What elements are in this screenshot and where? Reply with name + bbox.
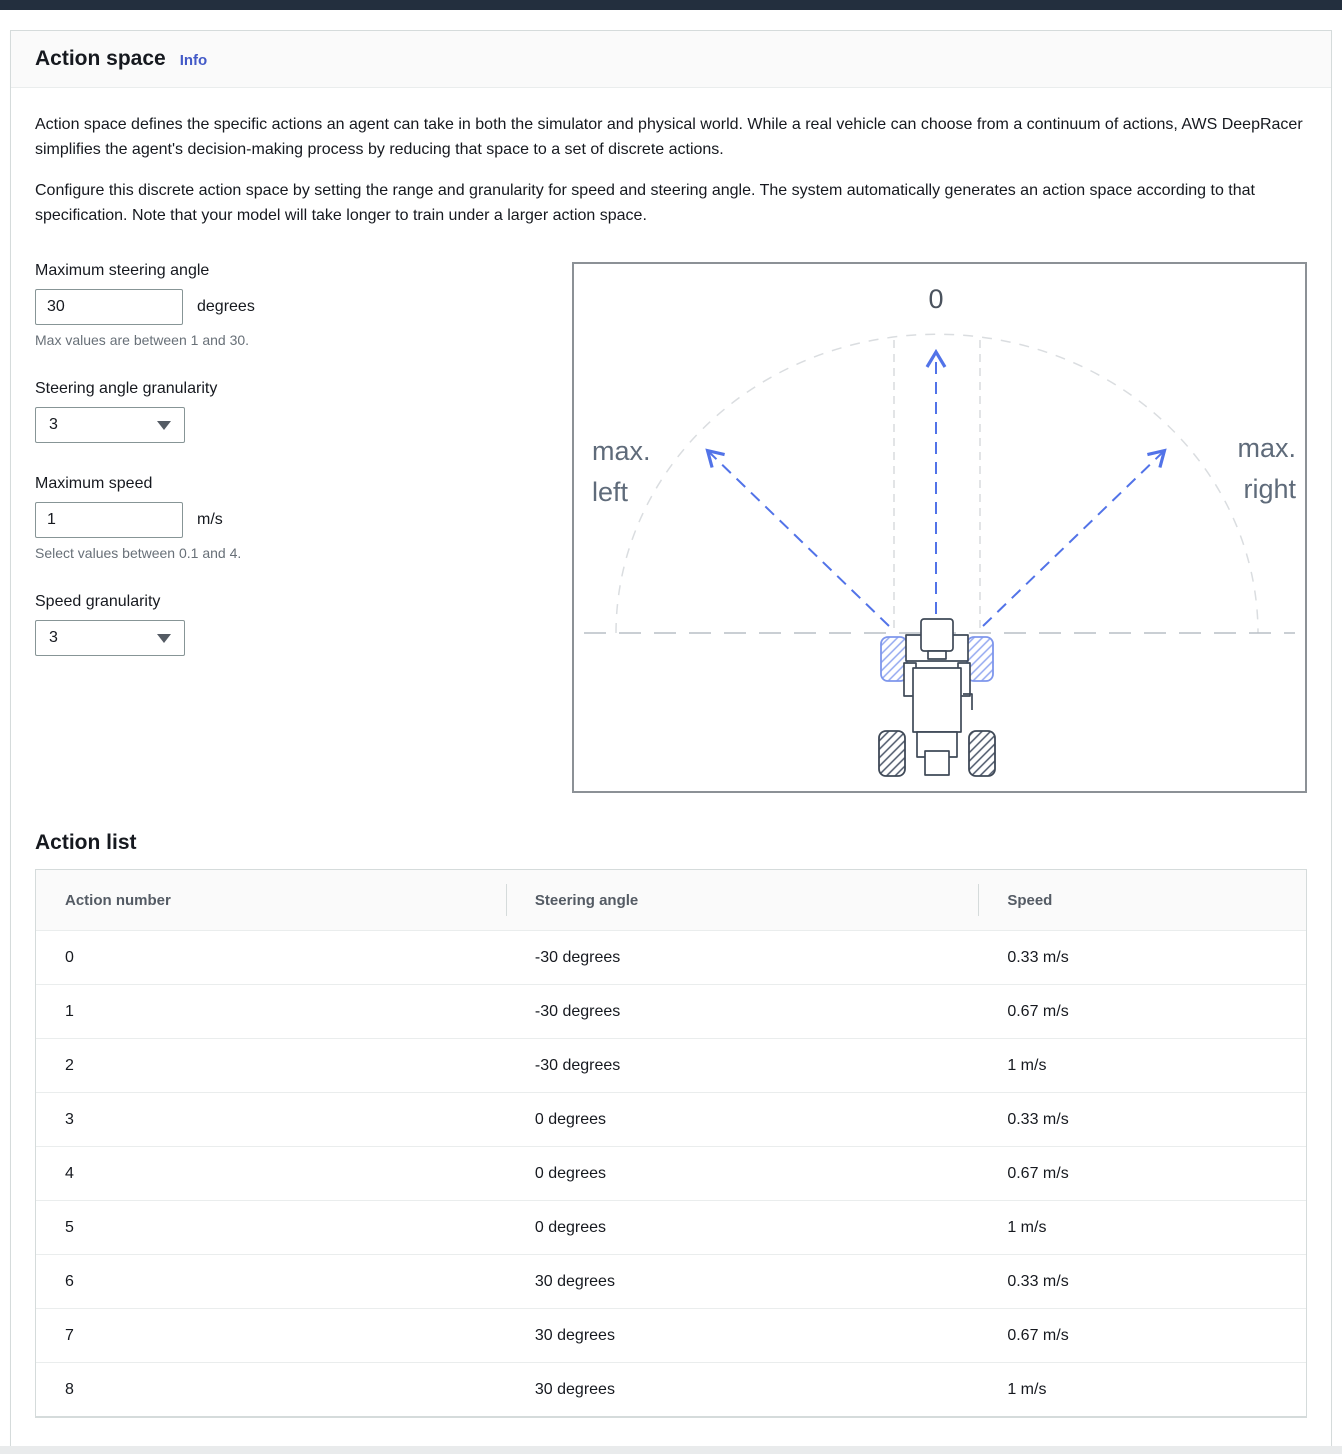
max-speed-field — [35, 475, 475, 561]
bottom-strip — [0, 1446, 1342, 1454]
steering-arrow-right — [983, 452, 1163, 626]
max-speed-input[interactable] — [35, 502, 183, 538]
max-steering-label: Maximum steering angle — [35, 262, 210, 279]
cell-action-number: 6 — [65, 1272, 74, 1290]
speed-granularity-select[interactable] — [35, 620, 185, 656]
max-steering-field — [35, 262, 475, 348]
cell-speed: 1 m/s — [1007, 1056, 1047, 1074]
table-body — [36, 930, 1306, 1416]
max-steering-helper: Max values are between 1 and 30. — [35, 332, 250, 348]
cell-action-number: 3 — [65, 1110, 74, 1128]
speed-granularity-value: 3 — [49, 629, 58, 646]
table-row — [36, 1254, 1306, 1308]
cell-action-number: 4 — [65, 1164, 74, 1182]
action-list-section — [35, 831, 1307, 1418]
speed-granularity-field — [35, 593, 475, 656]
max-left-label: max. — [592, 436, 651, 466]
cell-speed: 0.33 m/s — [1007, 1110, 1069, 1128]
cell-steering-angle: -30 degrees — [534, 1002, 621, 1020]
table-row — [36, 984, 1306, 1038]
dropdown-arrow-icon — [157, 421, 171, 430]
table-header — [36, 870, 1306, 930]
page — [0, 10, 1342, 1449]
steering-granularity-label: Steering angle granularity — [35, 380, 218, 397]
cell-action-number: 0 — [65, 948, 74, 966]
table-row — [36, 930, 1306, 984]
action-space-diagram-svg — [574, 264, 1305, 791]
cell-action-number: 5 — [65, 1218, 74, 1236]
max-steering-unit: degrees — [197, 298, 255, 315]
description-paragraph: Action space defines the specific actions an agent can take in both the simulator and physical world. While a real vehicle can choose from a continuum of actions, AWS DeepRacer simplifies the agent's decision-making process by reducing that space to a set of discrete actions. — [35, 116, 1303, 158]
card-body — [11, 88, 1331, 1448]
max-right-label: max. — [1237, 433, 1296, 463]
table-row — [36, 1146, 1306, 1200]
cell-steering-angle: -30 degrees — [534, 948, 621, 966]
cell-speed: 0.67 m/s — [1007, 1326, 1069, 1344]
table-row — [36, 1200, 1306, 1254]
cell-steering-angle: 0 degrees — [534, 1110, 607, 1128]
card-header — [11, 31, 1331, 88]
column-header-speed: Speed — [978, 870, 1306, 930]
cell-speed: 1 m/s — [1007, 1218, 1047, 1236]
action-space-diagram — [572, 262, 1307, 793]
steering-granularity-select[interactable] — [35, 407, 185, 443]
cell-steering-angle: 30 degrees — [534, 1326, 615, 1344]
cell-action-number: 8 — [65, 1380, 74, 1398]
car-top-view-icon — [879, 619, 995, 776]
action-list-title: Action list — [35, 831, 137, 854]
max-right-label: right — [1243, 474, 1296, 504]
cell-speed: 0.33 m/s — [1007, 1272, 1069, 1290]
table-row — [36, 1038, 1306, 1092]
table-row — [36, 1308, 1306, 1362]
config-row — [35, 262, 1307, 793]
action-table — [35, 869, 1307, 1418]
form-column — [35, 262, 475, 793]
steering-arrow-left — [709, 452, 889, 626]
cell-speed: 1 m/s — [1007, 1380, 1047, 1398]
cell-steering-angle: 30 degrees — [534, 1380, 615, 1398]
description-paragraph: Configure this discrete action space by setting the range and granularity for speed and steering angle. The system automatically generates an action space according to that specification. Note that your model will take longer to train under a larger action space. — [35, 182, 1255, 224]
top-bar — [0, 0, 1342, 10]
cell-speed: 0.67 m/s — [1007, 1002, 1069, 1020]
cell-steering-angle: 0 degrees — [534, 1164, 607, 1182]
max-left-label: left — [592, 477, 629, 507]
steering-granularity-value: 3 — [49, 416, 58, 433]
column-header-steering-angle: Steering angle — [506, 870, 978, 930]
table-row — [36, 1362, 1306, 1416]
steering-granularity-field — [35, 380, 475, 443]
info-link[interactable]: Info — [179, 52, 208, 69]
cell-speed: 0.33 m/s — [1007, 948, 1069, 966]
speed-granularity-label: Speed granularity — [35, 593, 161, 610]
action-space-card — [10, 30, 1332, 1449]
dropdown-arrow-icon — [157, 634, 171, 643]
table-row — [36, 1092, 1306, 1146]
cell-action-number: 2 — [65, 1056, 74, 1074]
zero-label: 0 — [928, 284, 944, 314]
cell-action-number: 1 — [65, 1002, 74, 1020]
max-steering-input[interactable] — [35, 289, 183, 325]
column-header-action-number: Action number — [65, 891, 171, 909]
cell-speed: 0.67 m/s — [1007, 1164, 1069, 1182]
max-speed-label: Maximum speed — [35, 475, 153, 492]
cell-steering-angle: -30 degrees — [534, 1056, 621, 1074]
cell-action-number: 7 — [65, 1326, 74, 1344]
cell-steering-angle: 30 degrees — [534, 1272, 615, 1290]
max-speed-helper: Select values between 0.1 and 4. — [35, 545, 242, 561]
max-speed-unit: m/s — [197, 511, 223, 528]
cell-steering-angle: 0 degrees — [534, 1218, 607, 1236]
page-title: Action space — [35, 47, 166, 70]
